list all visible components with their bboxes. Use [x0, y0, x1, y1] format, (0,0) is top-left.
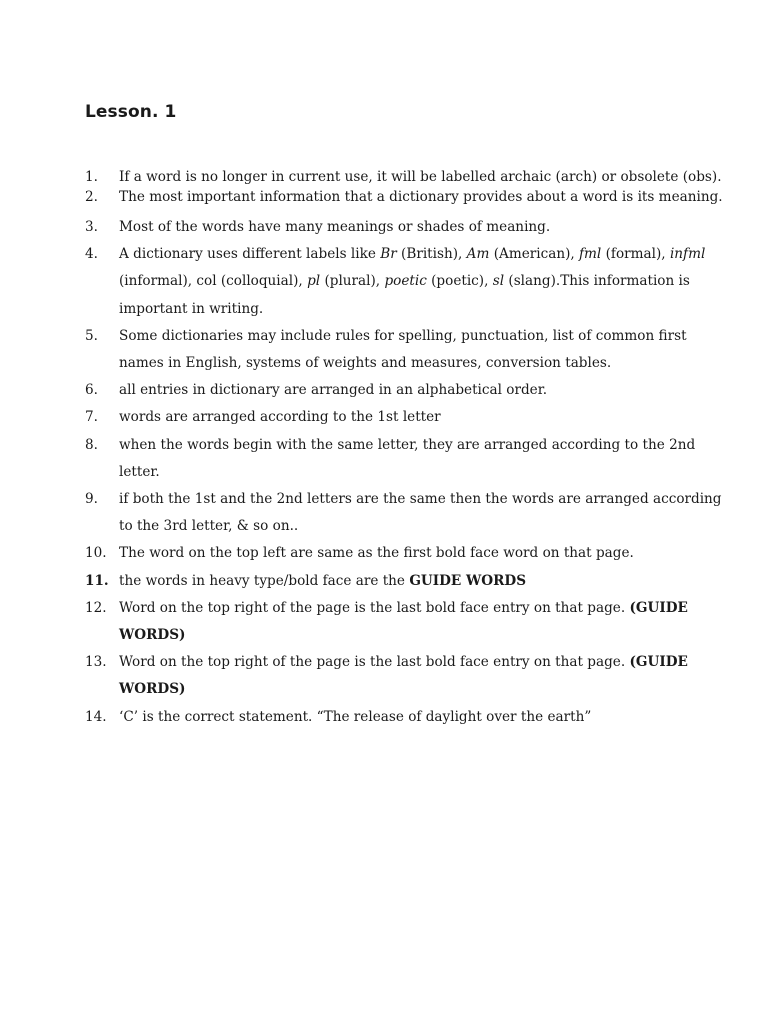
item-number: 4.: [85, 246, 98, 263]
item-number: 1.: [85, 169, 98, 185]
item-text: If a word is no longer in current use, it will be labelled archaic (arch) or obsolete (obs).: [119, 169, 722, 185]
label-br: Br: [380, 246, 397, 263]
item-number: 8.: [85, 436, 98, 453]
list-item: [85, 540, 725, 567]
item-text: ‘C’ is the correct statement. “The release of daylight over the earth”: [119, 708, 592, 725]
list-item: [85, 568, 725, 595]
item-text: Some dictionaries may include rules for spelling, punctuation, list of common first names in English, systems of weights and measures, conversion tables.: [119, 327, 687, 372]
guide-words-emphasis: (GUIDE WORDS): [119, 599, 688, 644]
list-item: [85, 241, 725, 323]
list-item: [85, 404, 725, 431]
item-text-part: (poetic),: [426, 273, 493, 290]
item-text-part: the words in heavy type/bold face are the: [119, 572, 410, 589]
label-pl: pl: [307, 273, 321, 290]
label-sl: sl: [492, 273, 505, 290]
list-item: [85, 187, 725, 207]
lesson-list: [85, 167, 725, 731]
item-text-part: A dictionary uses different labels like: [119, 246, 381, 263]
list-item: [85, 323, 725, 377]
item-text: words are arranged according to the 1st letter: [119, 409, 441, 426]
list-item: [85, 649, 725, 703]
item-number: 7.: [85, 409, 98, 426]
item-number: 10.: [85, 545, 107, 562]
item-number: 13.: [85, 654, 107, 671]
list-item: [85, 704, 725, 731]
guide-words-emphasis: GUIDE WORDS: [409, 572, 527, 589]
item-text: The word on the top left are same as the first bold face word on that page.: [119, 545, 634, 562]
item-text: [119, 654, 688, 697]
list-item: [85, 486, 725, 540]
list-item: [85, 214, 725, 241]
item-text-part: Word on the top right of the page is the last bold face entry on that page.: [119, 599, 626, 616]
item-text: all entries in dictionary are arranged in an alphabetical order.: [119, 382, 548, 399]
item-number: 9.: [85, 491, 98, 508]
item-text-part: (formal),: [601, 246, 670, 263]
label-am: Am: [466, 246, 490, 263]
item-text: [119, 573, 526, 589]
list-item: [85, 432, 725, 486]
item-text-part: (American),: [489, 246, 580, 263]
item-number: 14.: [85, 708, 107, 725]
item-text-part: Word on the top right of the page is the last bold face entry on that page.: [119, 654, 626, 671]
item-text: when the words begin with the same letter, they are arranged according to the 2nd letter.: [119, 436, 696, 480]
item-text: The most important information that a dictionary provides about a word is its meaning.: [119, 189, 723, 205]
item-number: 2.: [85, 189, 98, 205]
item-text-part: (slang).This information is important in writing.: [119, 273, 690, 317]
list-item: [85, 595, 725, 649]
list-item: [85, 167, 725, 187]
item-text-part: (plural),: [320, 273, 385, 290]
item-number: 12.: [85, 599, 107, 616]
item-text: [119, 600, 688, 643]
item-number: 11.: [85, 572, 109, 589]
item-text-part: (British),: [396, 246, 467, 263]
item-text: Most of the words have many meanings or shades of meaning.: [119, 219, 551, 235]
item-number: 6.: [85, 382, 98, 399]
lesson-title: Lesson. 1: [85, 102, 177, 122]
label-poetic: poetic: [384, 273, 427, 290]
item-text: if both the 1st and the 2nd letters are the same then the words are arranged according to the 3rd letter, & so on..: [119, 491, 722, 535]
item-number: 3.: [85, 219, 98, 235]
item-text: [119, 246, 705, 316]
label-fml: fml: [579, 246, 602, 263]
list-item: [85, 377, 725, 404]
guide-words-emphasis: (GUIDE WORDS): [119, 654, 688, 698]
item-number: 5.: [85, 327, 98, 344]
label-infml: infml: [669, 246, 706, 263]
item-text-part: (informal), col (colloquial),: [119, 273, 308, 290]
